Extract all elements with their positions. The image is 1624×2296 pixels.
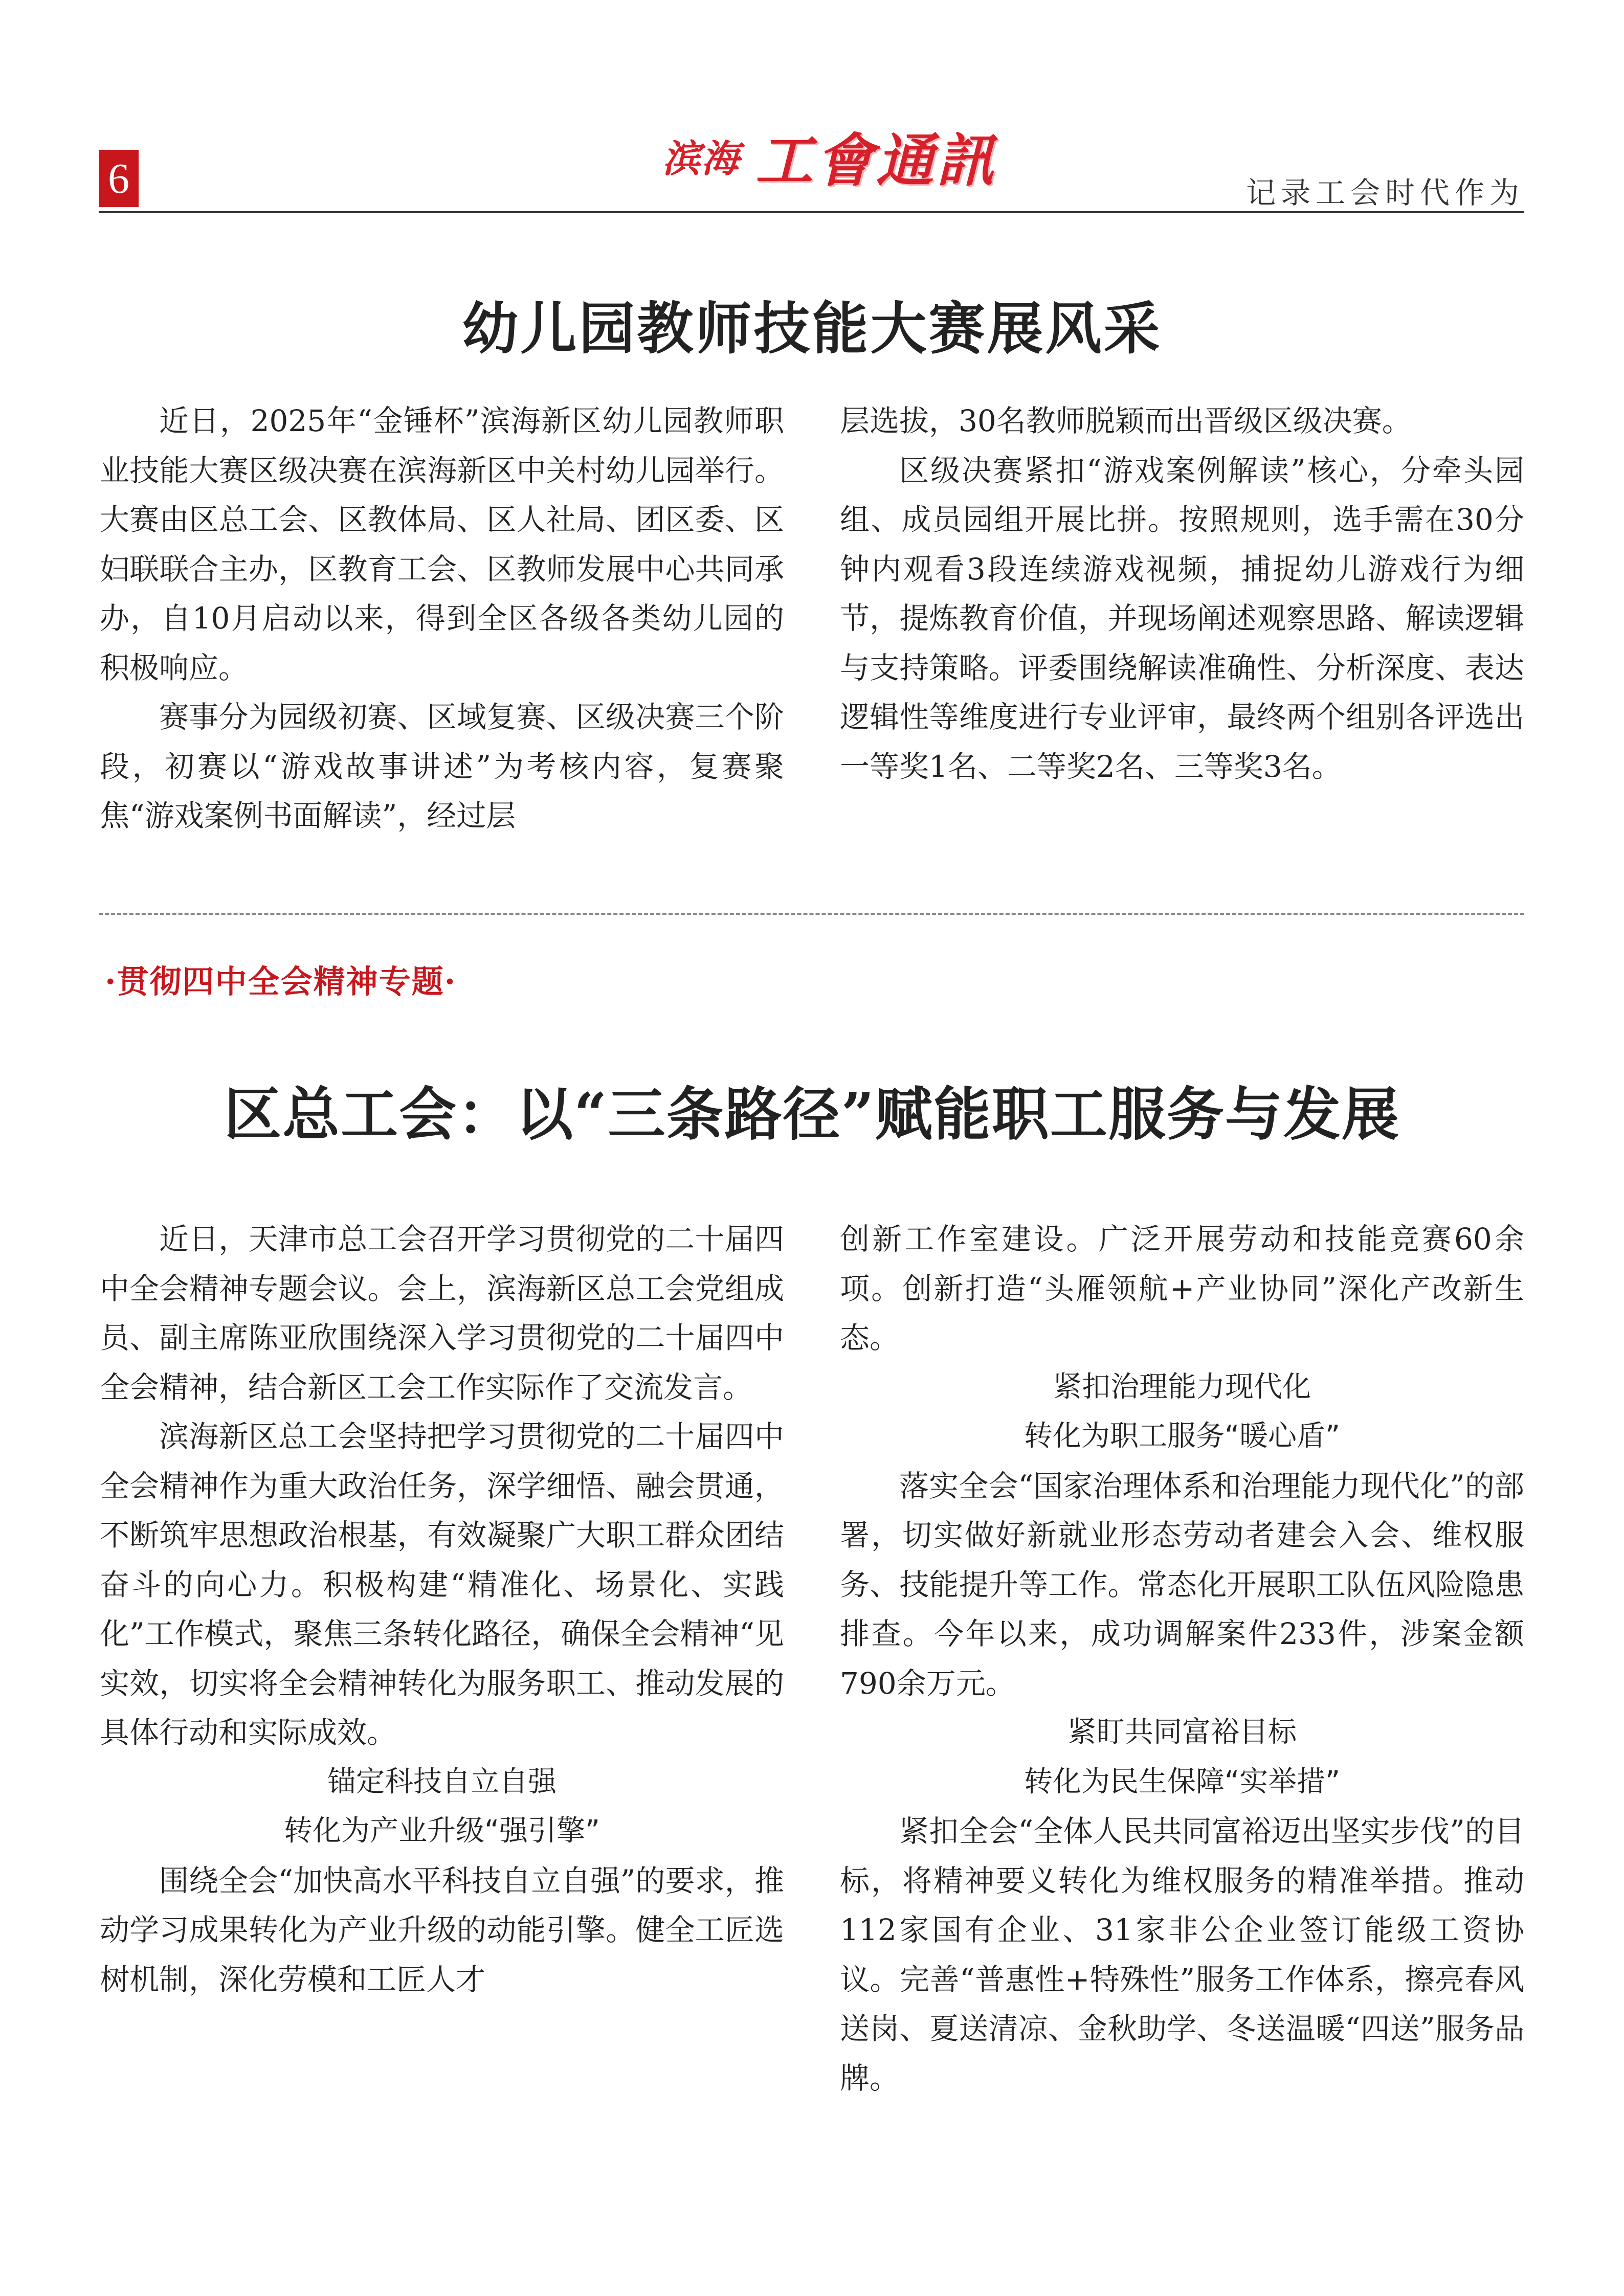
header-divider bbox=[99, 211, 1524, 213]
section-divider bbox=[99, 913, 1524, 915]
subheading: 紧扣治理能力现代化 bbox=[1053, 1370, 1311, 1404]
article1-title: 幼儿园教师技能大赛展风采 bbox=[462, 296, 1162, 362]
article2-paragraph: 紧扣全会“全体人民共同富裕迈出坚实步伐”的目标，将精神要义转化为维权服务的精准举措。推动112家国有企业、31家非公企业签订能级工资协议。完善“普惠性+特殊性”服务工作体系，擦亮春风送岗、夏送清凉、金秋助学、冬送温暖“四送”服务品牌。 bbox=[840, 1814, 1524, 2096]
subheading: 锚定科技自立自强 bbox=[327, 1765, 557, 1798]
section-tag: ·贯彻四中全会精神专题· bbox=[105, 963, 457, 1000]
masthead-logo bbox=[662, 125, 997, 194]
header-slogan: 记录工会时代作为 bbox=[1245, 175, 1524, 210]
article1-left-column bbox=[100, 396, 784, 841]
masthead-big-text: 工會通訊 bbox=[755, 127, 997, 194]
masthead-small-text: 滨海 bbox=[662, 137, 740, 181]
article1-paragraph: 赛事分为园级初赛、区域复赛、区级决赛三个阶段，初赛以“游戏故事讲述”为考核内容，复赛聚焦“游戏案例书面解读”，经过层 bbox=[100, 700, 784, 833]
article2-paragraph: 近日，天津市总工会召开学习贯彻党的二十届四中全会精神专题会议。会上，滨海新区总工会党组成员、副主席陈亚欣围绕深入学习贯彻党的二十届四中全会精神，结合新区工会工作实际作了交流发言。 bbox=[100, 1222, 784, 1405]
subheading: 紧盯共同富裕目标 bbox=[1067, 1716, 1297, 1749]
article1-right-column bbox=[840, 396, 1524, 791]
article2-right-column bbox=[840, 1214, 1524, 2103]
article2-paragraph: 围绕全会“加快高水平科技自立自强”的要求，推动学习成果转化为产业升级的动能引擎。健全工匠选树机制，深化劳模和工匠人才 bbox=[100, 1863, 784, 1997]
article2-paragraph: 创新工作室建设。广泛开展劳动和技能竞赛60余项。创新打造“头雁领航+产业协同”深化产改新生态。 bbox=[840, 1222, 1524, 1355]
article2-title: 区总工会：以“三条路径”赋能职工服务与发展 bbox=[224, 1081, 1400, 1148]
article1-paragraph: 区级决赛紧扣“游戏案例解读”核心，分牵头园组、成员园组开展比拼。按照规则，选手需在30分钟内观看3段连续游戏视频，捕捉幼儿游戏行为细节，提炼教育价值，并现场阐述观察思路、解读逻辑与支持策略。评委围绕解读准确性、分析深度、表达逻辑性等维度进行专业评审，最终两个组别各评选出一等奖1名、二等奖2名、三等奖3名。 bbox=[840, 453, 1524, 784]
article2-paragraph: 滨海新区总工会坚持把学习贯彻党的二十届四中全会精神作为重大政治任务，深学细悟、融会贯通，不断筑牢思想政治根基，有效凝聚广大职工群众团结奋斗的向心力。积极构建“精准化、场景化、实践化”工作模式，聚焦三条转化路径，确保全会精神“见实效，切实将全会精神转化为服务职工、推动发展的具体行动和实际成效。 bbox=[100, 1419, 784, 1750]
subheading: 转化为职工服务“暖心盾” bbox=[1024, 1420, 1341, 1453]
article1-paragraph: 近日，2025年“金锤杯”滨海新区幼儿园教师职业技能大赛区级决赛在滨海新区中关村幼儿园举行。大赛由区总工会、区教体局、区人社局、团区委、区妇联联合主办，区教育工会、区教师发展中心共同承办，自10月启动以来，得到全区各级各类幼儿园的积极响应。 bbox=[100, 403, 784, 685]
page-number: 6 bbox=[99, 150, 139, 207]
article2-paragraph: 落实全会“国家治理体系和治理能力现代化”的部署，切实做好新就业形态劳动者建会入会、维权服务、技能提升等工作。常态化开展职工队伍风险隐患排查。今年以来，成功调解案件233件，涉案金额790余万元。 bbox=[840, 1468, 1524, 1701]
subheading: 转化为产业升级“强引擎” bbox=[283, 1814, 600, 1848]
subheading: 转化为民生保障“实举措” bbox=[1024, 1765, 1341, 1798]
article1-paragraph: 层选拔，30名教师脱颖而出晋级区级决赛。 bbox=[840, 403, 1412, 438]
article2-left-column bbox=[100, 1214, 784, 2004]
